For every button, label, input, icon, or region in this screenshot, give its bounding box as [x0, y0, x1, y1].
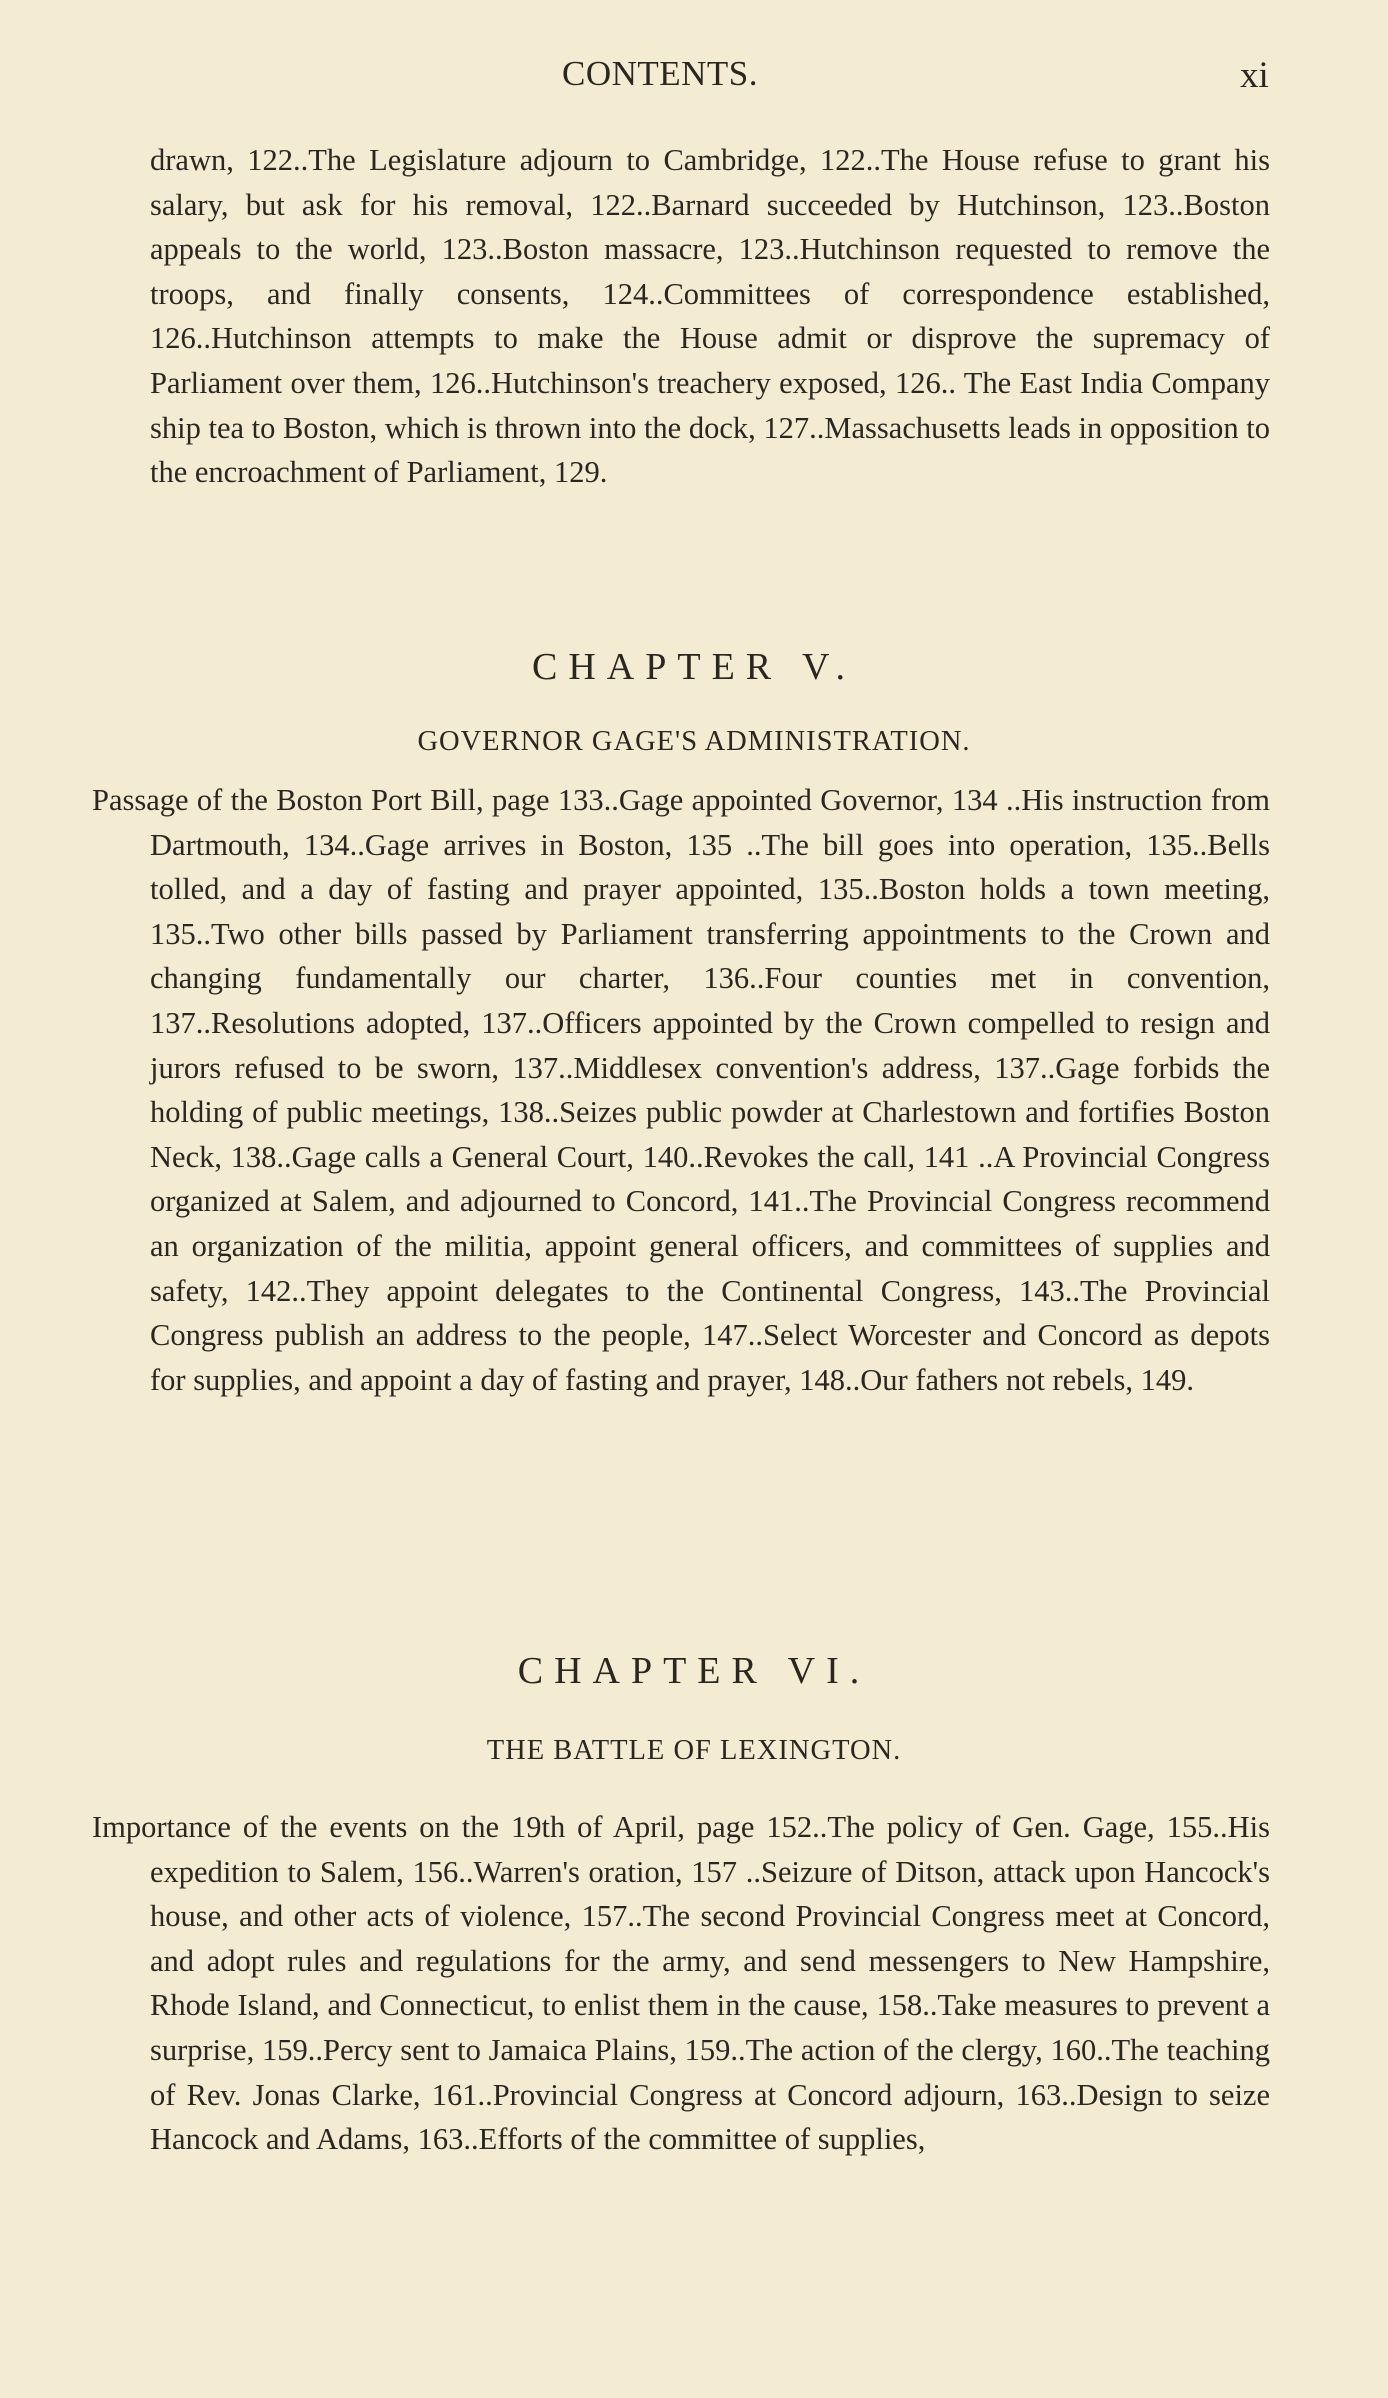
running-title: CONTENTS.: [562, 54, 759, 93]
page-number: xi: [1240, 55, 1269, 96]
running-head: [0, 54, 1388, 104]
chapter-v-title: GOVERNOR GAGE'S ADMINISTRATION.: [417, 726, 971, 757]
chapter-vi-title: THE BATTLE OF LEXINGTON.: [486, 1735, 902, 1766]
chapter-vi-summary: Importance of the events on the 19th of April, page 152..The policy of Gen. Gage, 155..His expedition to Salem, 156..Warren's oration, 157 ..Seizure of Ditson, attack upon Hancock's house, and other acts of violence, 157..The second Provincial Congress meet at Concord, and adopt rules and regulations for the army, and send messengers to New Hampshire, Rhode Island, and Connecticut, to enlist them in the cause, 158..Take measures to prevent a surprise, 159..Percy sent to Jamaica Plains, 159..The action of the clergy, 160..The teaching of Rev. Jonas Clarke, 161..Provincial Congress at Concord adjourn, 163..Design to seize Hancock and Adams, 163..Efforts of the committee of supplies,: [92, 1810, 1270, 2157]
chapter-v-summary: Passage of the Boston Port Bill, page 133..Gage appointed Governor, 134 ..His instruction from Dartmouth, 134..Gage arrives in Boston, 135 ..The bill goes into operation, 135..Bells tolled, and a day of fasting and prayer appointed, 135..Boston holds a town meeting, 135..Two other bills passed by Parliament transferring appointments to the Crown and changing fundamentally our charter, 136..Four counties met in convention, 137..Resolutions adopted, 137..Officers appointed by the Crown compelled to resign and jurors refused to be sworn, 137..Middlesex convention's address, 137..Gage forbids the holding of public meetings, 138..Seizes public powder at Charlestown and fortifies Boston Neck, 138..Gage calls a General Court, 140..Revokes the call, 141 ..A Provincial Congress organized at Salem, and adjourned to Concord, 141..The Provincial Congress recommend an organization of the militia, appoint general officers, and committees of supplies and safety, 142..They appoint delegates to the Continental Congress, 143..The Provincial Congress publish an address to the people, 147..Select Worcester and Concord as depots for supplies, and appoint a day of fasting and prayer, 148..Our fathers not rebels, 149.: [92, 783, 1270, 1397]
chapter-vi-heading: CHAPTER VI.: [517, 1650, 871, 1692]
chapter-v-heading: CHAPTER V.: [532, 646, 856, 688]
continuation-paragraph: drawn, 122..The Legislature adjourn to Cambridge, 122..The House refuse to grant his salary, but ask for his removal, 122..Barnard succeeded by Hutchinson, 123..Boston appeals to the world, 123..Boston massacre, 123..Hutchinson requested to remove the troops, and finally consents, 124..Committees of correspondence established, 126..Hutchinson attempts to make the House admit or disprove the supremacy of Parliament over them, 126..Hutchinson's treachery exposed, 126.. The East India Company ship tea to Boston, which is thrown into the dock, 127..Massachusetts leads in opposition to the encroachment of Parliament, 129.: [150, 143, 1270, 490]
